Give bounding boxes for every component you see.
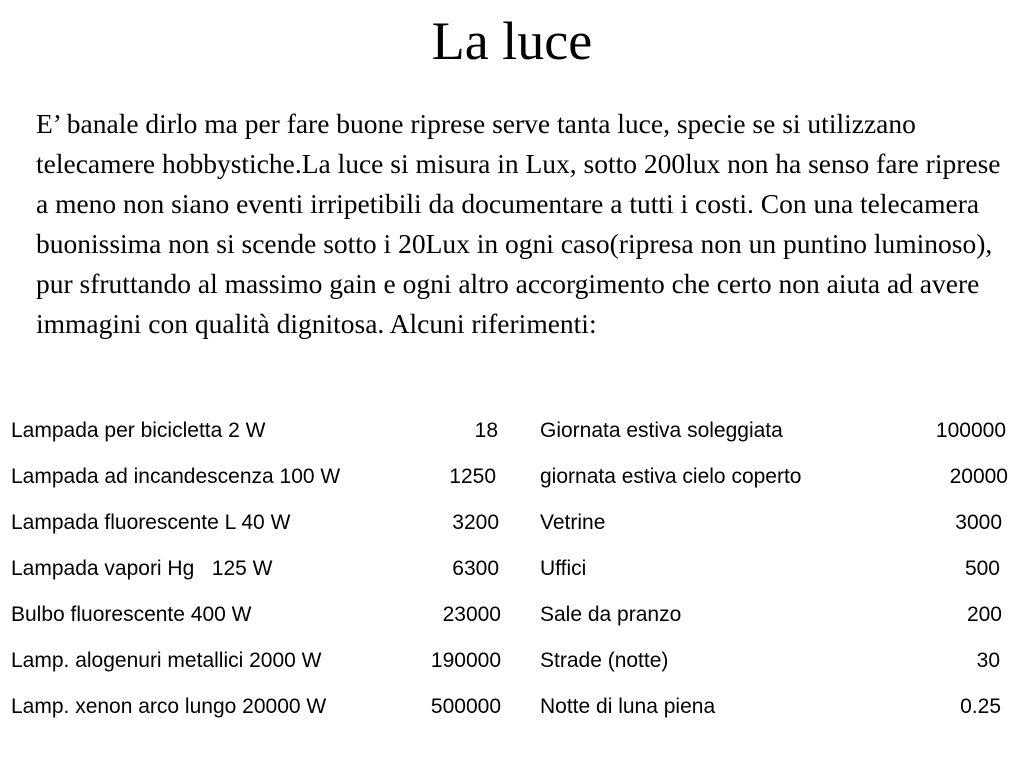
row-label: Lampada per bicicletta 2 W bbox=[11, 419, 266, 442]
slide-body-text: E’ banale dirlo ma per fare buone riprese serve tanta luce, specie se si utilizzano telecamere hobbystiche.La luce si misura in Lux, sotto 200lux non ha senso fare riprese a meno non siano eventi irripetibili da documentare a tutti i costi. Con una telecamera buonissima non si scende sotto i 20Lux in ogni caso(ripresa non un puntino luminoso), pur sfruttando al massimo gain e ogni altro accorgimento che certo non aiuta ad avere immagini con qualità dignitosa. Alcuni riferimenti: bbox=[36, 108, 1001, 339]
row-value: 23000 bbox=[442, 603, 501, 626]
row-label: Lamp. alogenuri metallici 2000 W bbox=[11, 649, 322, 672]
table-row bbox=[540, 596, 1008, 642]
row-value: 200 bbox=[966, 603, 1002, 626]
table-row bbox=[540, 504, 1008, 550]
row-label: Bulbo fluorescente 400 W bbox=[11, 603, 252, 626]
table-row bbox=[11, 412, 501, 458]
row-label: Giornata estiva soleggiata bbox=[540, 419, 783, 442]
table-row bbox=[540, 550, 1008, 596]
row-value: 100000 bbox=[935, 419, 1006, 442]
table-row bbox=[11, 458, 501, 504]
table-row bbox=[11, 504, 501, 550]
row-value: 500 bbox=[964, 557, 1000, 580]
row-label: Vetrine bbox=[540, 511, 606, 534]
table-row bbox=[11, 688, 501, 734]
row-label: Lampada fluorescente L 40 W bbox=[11, 511, 291, 534]
row-value: 6300 bbox=[452, 557, 499, 580]
table-row bbox=[11, 596, 501, 642]
row-label: Notte di luna piena bbox=[540, 695, 716, 718]
table-row bbox=[11, 642, 501, 688]
row-label: Sale da pranzo bbox=[540, 603, 682, 626]
row-value: 20000 bbox=[949, 465, 1008, 488]
illuminance-conditions-table bbox=[540, 412, 1008, 734]
table-row bbox=[540, 458, 1008, 504]
row-value: 30 bbox=[976, 649, 1000, 672]
row-value: 18 bbox=[474, 419, 498, 442]
table-row bbox=[11, 550, 501, 596]
row-value: 1250 bbox=[449, 465, 496, 488]
row-value: 3000 bbox=[955, 511, 1002, 534]
row-label: Uffici bbox=[540, 557, 587, 580]
row-value: 190000 bbox=[430, 649, 501, 672]
light-sources-table bbox=[11, 412, 501, 734]
row-label: Lamp. xenon arco lungo 20000 W bbox=[11, 695, 327, 718]
row-label: giornata estiva cielo coperto bbox=[540, 465, 802, 488]
row-label: Lampada ad incandescenza 100 W bbox=[11, 465, 341, 488]
table-row bbox=[540, 642, 1008, 688]
slide-title: La luce bbox=[431, 11, 593, 71]
row-label: Lampada vapori Hg 125 W bbox=[11, 557, 273, 580]
row-label: Strade (notte) bbox=[540, 649, 669, 672]
row-value: 500000 bbox=[430, 695, 501, 718]
row-value: 0.25 bbox=[960, 695, 1001, 718]
table-row bbox=[540, 688, 1008, 734]
row-value: 3200 bbox=[452, 511, 499, 534]
table-row bbox=[540, 412, 1008, 458]
